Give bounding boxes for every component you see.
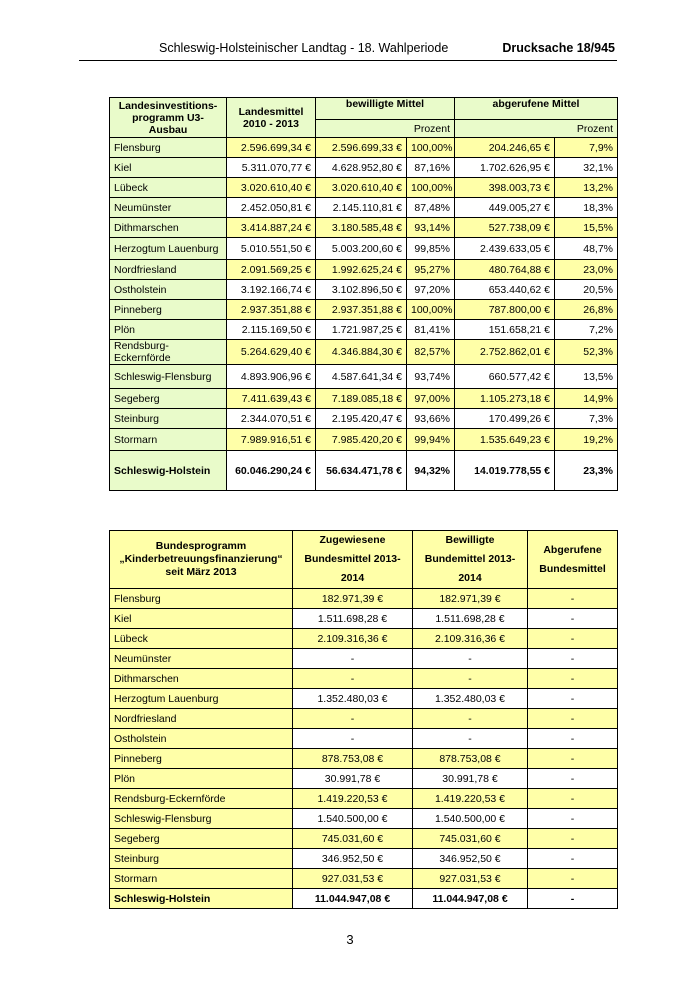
bewilligt-value: 4.346.884,30 € (316, 340, 407, 365)
zugewiesen-value: 1.352.480,03 € (293, 689, 413, 709)
total-row (110, 889, 618, 909)
bewilligt-percent: 87,48% (407, 198, 455, 218)
abgerufen-percent: 14,9% (555, 389, 618, 409)
abgerufen-value: 527.738,09 € (455, 218, 555, 238)
bewilligt-value: 1.540.500,00 € (413, 809, 528, 829)
region-name: Plön (110, 769, 293, 789)
bewilligt-value: 2.145.110,81 € (316, 198, 407, 218)
zugewiesen-value: - (293, 729, 413, 749)
abgerufen-percent: 20,5% (555, 280, 618, 300)
region-name: Herzogtum Lauenburg (110, 689, 293, 709)
landesmittel-value: 2.596.699,34 € (227, 138, 316, 158)
table-row (110, 138, 618, 158)
abgerufen-value: 653.440,62 € (455, 280, 555, 300)
region-name: Plön (110, 320, 227, 340)
bewilligt-value: 3.180.585,48 € (316, 218, 407, 238)
header-landesmittel: Landesmittel 2010 - 2013 (227, 98, 316, 138)
region-name: Segeberg (110, 389, 227, 409)
bewilligt-value: 1.721.987,25 € (316, 320, 407, 340)
bewilligt-value: 1.419.220,53 € (413, 789, 528, 809)
bewilligt-percent: 93,14% (407, 218, 455, 238)
zugewiesen-value: 878.753,08 € (293, 749, 413, 769)
header-program: Bundesprogramm „Kinderbetreuungsfinanzierung“ seit März 2013 (110, 531, 293, 589)
bewilligt-value: - (413, 709, 528, 729)
table-row (110, 238, 618, 260)
table-row (110, 340, 618, 365)
region-name: Kiel (110, 609, 293, 629)
bewilligt-value: - (413, 669, 528, 689)
abgerufen-value: - (528, 589, 618, 609)
bewilligt-value: 3.102.896,50 € (316, 280, 407, 300)
landesmittel-value: 2.344.070,51 € (227, 409, 316, 429)
region-name: Pinneberg (110, 300, 227, 320)
abgerufen-percent: 15,5% (555, 218, 618, 238)
total-bewilligt: 56.634.471,78 € (316, 451, 407, 491)
total-bewilligt-percent: 94,32% (407, 451, 455, 491)
table-row (110, 158, 618, 178)
bewilligt-value: 4.628.952,80 € (316, 158, 407, 178)
abgerufen-value: - (528, 849, 618, 869)
total-name: Schleswig-Holstein (110, 889, 293, 909)
total-abgerufen-percent: 23,3% (555, 451, 618, 491)
landesmittel-value: 2.452.050,81 € (227, 198, 316, 218)
zugewiesen-value: 30.991,78 € (293, 769, 413, 789)
table-bundesprogramm (109, 530, 618, 909)
table-row (110, 389, 618, 409)
bewilligt-value: 3.020.610,40 € (316, 178, 407, 198)
bewilligt-value: 2.937.351,88 € (316, 300, 407, 320)
zugewiesen-value: - (293, 669, 413, 689)
region-name: Flensburg (110, 138, 227, 158)
landesmittel-value: 4.893.906,96 € (227, 365, 316, 389)
region-name: Stormarn (110, 429, 227, 451)
bewilligt-value: 2.195.420,47 € (316, 409, 407, 429)
abgerufen-percent: 52,3% (555, 340, 618, 365)
landesmittel-value: 5.264.629,40 € (227, 340, 316, 365)
abgerufen-value: 2.752.862,01 € (455, 340, 555, 365)
zugewiesen-value: - (293, 649, 413, 669)
table-row (110, 198, 618, 218)
region-name: Neumünster (110, 198, 227, 218)
zugewiesen-value: 927.031,53 € (293, 869, 413, 889)
abgerufen-value: 449.005,27 € (455, 198, 555, 218)
region-name: Steinburg (110, 849, 293, 869)
abgerufen-percent: 7,3% (555, 409, 618, 429)
table-row (110, 669, 618, 689)
region-name: Dithmarschen (110, 218, 227, 238)
bewilligt-percent: 81,41% (407, 320, 455, 340)
bewilligt-value: - (413, 649, 528, 669)
landesmittel-value: 5.010.551,50 € (227, 238, 316, 260)
abgerufen-value: - (528, 649, 618, 669)
region-name: Kiel (110, 158, 227, 178)
bewilligt-percent: 95,27% (407, 260, 455, 280)
bewilligt-value: 2.109.316,36 € (413, 629, 528, 649)
abgerufen-percent: 13,5% (555, 365, 618, 389)
table-row (110, 689, 618, 709)
bewilligt-value: - (413, 729, 528, 749)
header-bewilligte: Bewilligte Bundemittel 2013-2014 (413, 531, 528, 589)
region-name: Rendsburg-Eckernförde (110, 340, 227, 365)
total-bewilligt: 11.044.947,08 € (413, 889, 528, 909)
landesmittel-value: 7.989.916,51 € (227, 429, 316, 451)
abgerufen-value: 1.535.649,23 € (455, 429, 555, 451)
abgerufen-percent: 23,0% (555, 260, 618, 280)
bewilligt-value: 5.003.200,60 € (316, 238, 407, 260)
region-name: Schleswig-Flensburg (110, 365, 227, 389)
table-row (110, 649, 618, 669)
abgerufen-value: - (528, 769, 618, 789)
zugewiesen-value: 1.419.220,53 € (293, 789, 413, 809)
header-document-number: Drucksache 18/945 (502, 41, 615, 55)
region-name: Pinneberg (110, 749, 293, 769)
header-program: Landesinvestitions-programm U3-Ausbau (110, 98, 227, 138)
bewilligt-value: 346.952,50 € (413, 849, 528, 869)
zugewiesen-value: 1.540.500,00 € (293, 809, 413, 829)
table-row (110, 749, 618, 769)
bewilligt-percent: 100,00% (407, 138, 455, 158)
table-row (110, 629, 618, 649)
bewilligt-value: 745.031,60 € (413, 829, 528, 849)
region-name: Neumünster (110, 649, 293, 669)
bewilligt-value: 1.352.480,03 € (413, 689, 528, 709)
table-landesinvestitionsprogramm (109, 97, 618, 491)
table-row (110, 849, 618, 869)
header-zugewiesene: Zugewiesene Bundesmittel 2013-2014 (293, 531, 413, 589)
bewilligt-percent: 87,16% (407, 158, 455, 178)
bewilligt-value: 927.031,53 € (413, 869, 528, 889)
table-row (110, 300, 618, 320)
bewilligt-value: 30.991,78 € (413, 769, 528, 789)
region-name: Lübeck (110, 178, 227, 198)
table-row (110, 789, 618, 809)
abgerufen-value: - (528, 829, 618, 849)
region-name: Ostholstein (110, 729, 293, 749)
abgerufen-value: 398.003,73 € (455, 178, 555, 198)
bewilligt-value: 1.992.625,24 € (316, 260, 407, 280)
abgerufen-value: - (528, 869, 618, 889)
abgerufen-percent: 19,2% (555, 429, 618, 451)
header-title: Schleswig-Holsteinischer Landtag - 18. Wahlperiode (159, 41, 449, 55)
table-row (110, 218, 618, 238)
bewilligt-percent: 93,74% (407, 365, 455, 389)
bewilligt-percent: 100,00% (407, 178, 455, 198)
region-name: Rendsburg-Eckernförde (110, 789, 293, 809)
abgerufen-value: - (528, 609, 618, 629)
table-row (110, 729, 618, 749)
table-row (110, 365, 618, 389)
header-abgerufene: Abgerufene Bundesmittel (528, 531, 618, 589)
table-row (110, 829, 618, 849)
bewilligt-percent: 93,66% (407, 409, 455, 429)
total-row (110, 451, 618, 491)
bewilligt-percent: 99,85% (407, 238, 455, 260)
landesmittel-value: 2.091.569,25 € (227, 260, 316, 280)
bewilligt-value: 878.753,08 € (413, 749, 528, 769)
table-row (110, 260, 618, 280)
abgerufen-value: - (528, 709, 618, 729)
region-name: Nordfriesland (110, 709, 293, 729)
table-row (110, 589, 618, 609)
region-name: Schleswig-Flensburg (110, 809, 293, 829)
landesmittel-value: 3.414.887,24 € (227, 218, 316, 238)
region-name: Ostholstein (110, 280, 227, 300)
abgerufen-value: - (528, 669, 618, 689)
region-name: Nordfriesland (110, 260, 227, 280)
zugewiesen-value: 1.511.698,28 € (293, 609, 413, 629)
bewilligt-value: 182.971,39 € (413, 589, 528, 609)
abgerufen-value: - (528, 729, 618, 749)
abgerufen-value: - (528, 789, 618, 809)
table-row (110, 709, 618, 729)
abgerufen-percent: 48,7% (555, 238, 618, 260)
header-abgerufene: abgerufene Mittel (455, 98, 618, 120)
zugewiesen-value: 2.109.316,36 € (293, 629, 413, 649)
total-abgerufen: - (528, 889, 618, 909)
bewilligt-value: 7.189.085,18 € (316, 389, 407, 409)
abgerufen-value: - (528, 629, 618, 649)
abgerufen-value: 170.499,26 € (455, 409, 555, 429)
total-abgerufen: 14.019.778,55 € (455, 451, 555, 491)
table-row (110, 178, 618, 198)
abgerufen-value: 151.658,21 € (455, 320, 555, 340)
total-landesmittel: 60.046.290,24 € (227, 451, 316, 491)
bewilligt-percent: 97,00% (407, 389, 455, 409)
abgerufen-value: - (528, 809, 618, 829)
table-row (110, 869, 618, 889)
bewilligt-value: 4.587.641,34 € (316, 365, 407, 389)
landesmittel-value: 5.311.070,77 € (227, 158, 316, 178)
table-row (110, 409, 618, 429)
region-name: Flensburg (110, 589, 293, 609)
abgerufen-value: - (528, 749, 618, 769)
region-name: Dithmarschen (110, 669, 293, 689)
total-name: Schleswig-Holstein (110, 451, 227, 491)
bewilligt-percent: 100,00% (407, 300, 455, 320)
abgerufen-value: 787.800,00 € (455, 300, 555, 320)
table-row (110, 609, 618, 629)
landesmittel-value: 2.115.169,50 € (227, 320, 316, 340)
bewilligt-value: 1.511.698,28 € (413, 609, 528, 629)
landesmittel-value: 2.937.351,88 € (227, 300, 316, 320)
zugewiesen-value: 346.952,50 € (293, 849, 413, 869)
zugewiesen-value: 745.031,60 € (293, 829, 413, 849)
region-name: Lübeck (110, 629, 293, 649)
table-row (110, 769, 618, 789)
page-number: 3 (346, 932, 354, 947)
landesmittel-value: 7.411.639,43 € (227, 389, 316, 409)
abgerufen-percent: 7,9% (555, 138, 618, 158)
bewilligt-value: 2.596.699,33 € (316, 138, 407, 158)
table-row (110, 280, 618, 300)
abgerufen-value: - (528, 689, 618, 709)
abgerufen-value: 480.764,88 € (455, 260, 555, 280)
region-name: Stormarn (110, 869, 293, 889)
abgerufen-value: 1.702.626,95 € (455, 158, 555, 178)
table-row (110, 429, 618, 451)
bewilligt-percent: 97,20% (407, 280, 455, 300)
bewilligt-percent: 99,94% (407, 429, 455, 451)
abgerufen-percent: 7,2% (555, 320, 618, 340)
abgerufen-percent: 32,1% (555, 158, 618, 178)
header-prozent-abgerufen: Prozent (555, 120, 618, 138)
abgerufen-value: 1.105.273,18 € (455, 389, 555, 409)
abgerufen-value: 660.577,42 € (455, 365, 555, 389)
region-name: Steinburg (110, 409, 227, 429)
abgerufen-percent: 18,3% (555, 198, 618, 218)
abgerufen-value: 204.246,65 € (455, 138, 555, 158)
bewilligt-value: 7.985.420,20 € (316, 429, 407, 451)
bewilligt-percent: 82,57% (407, 340, 455, 365)
header-bewilligte: bewilligte Mittel (316, 98, 455, 120)
abgerufen-value: 2.439.633,05 € (455, 238, 555, 260)
page-header (79, 40, 617, 61)
abgerufen-percent: 26,8% (555, 300, 618, 320)
region-name: Segeberg (110, 829, 293, 849)
region-name: Herzogtum Lauenburg (110, 238, 227, 260)
zugewiesen-value: - (293, 709, 413, 729)
header-prozent-bewilligt: Prozent (407, 120, 455, 138)
landesmittel-value: 3.020.610,40 € (227, 178, 316, 198)
zugewiesen-value: 182.971,39 € (293, 589, 413, 609)
landesmittel-value: 3.192.166,74 € (227, 280, 316, 300)
table-row (110, 320, 618, 340)
table-row (110, 809, 618, 829)
total-zugewiesen: 11.044.947,08 € (293, 889, 413, 909)
abgerufen-percent: 13,2% (555, 178, 618, 198)
